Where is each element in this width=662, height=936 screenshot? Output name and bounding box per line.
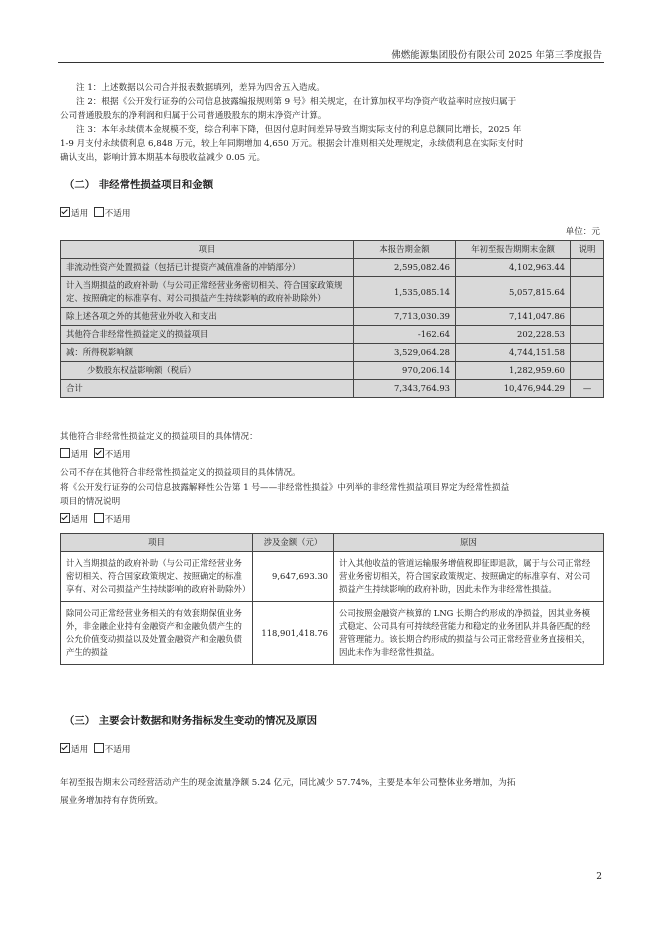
applicable-label: 适用: [71, 209, 89, 219]
applicable-label: 适用: [71, 745, 89, 755]
note-3-line-3: 确认支出，影响计算本期基本每股收益减少 0.05 元。: [60, 153, 266, 163]
not-applicable-checkbox[interactable]: [94, 513, 104, 523]
table-row: [61, 277, 604, 308]
not-applicable-checkbox[interactable]: [94, 207, 104, 217]
row-ytd: 202,228.53: [456, 326, 571, 344]
row-ytd: 5,057,815.64: [456, 277, 571, 308]
not-applicable-label: 不适用: [104, 515, 131, 525]
col-header-ytd: 年初至报告期期末金额: [456, 241, 571, 259]
col-header-item: 项目: [61, 534, 253, 552]
row-note: [571, 326, 604, 344]
col-header-current: 本报告期金额: [354, 241, 456, 259]
other-items-applicability: [60, 448, 602, 463]
row-item: 除上述各项之外的其他营业外收入和支出: [61, 308, 354, 326]
unit-label: 单位：元: [565, 227, 600, 237]
row-reason: 计入其他收益的管道运输服务增值税即征即退款，属于与公司正常经营业务密切相关，符合国家政策规定、按照确定的标准享有、对公司损益产生持续影响的政府补助，因此未作为非经常性损益。: [334, 552, 604, 602]
table-row: [61, 308, 604, 326]
section-2-applicability: [60, 207, 602, 222]
note-3-line-1: 注 3：本年永续债本金规模不变，综合利率下降，但因付息时间差异导致当期实际支付的利息总额同比增长，2025 年: [76, 125, 522, 135]
table-row: [61, 362, 604, 380]
note-2-line-2: 公司普通股股东的净利润和归属于公司普通股股东的期末净资产计算。: [60, 111, 327, 121]
row-amount: 9,647,693.30: [253, 552, 334, 602]
total-label: 合计: [61, 380, 354, 398]
row-current: -162.64: [354, 326, 456, 344]
section-3-title: （三） 主要会计数据和财务指标发生变动的情况及原因: [64, 715, 317, 727]
row-item: 计入当期损益的政府补助（与公司正常经营业务密切相关、符合国家政策规定、按照确定的标准享有、对公司损益产生持续影响的政府补助除外）: [61, 552, 253, 602]
row-reason: 公司按照金融资产核算的 LNG 长期合约形成的净损益，因其业务模式稳定、公司具有可持续经营能力和稳定的业务团队并具备匹配的经营管理能力。该长期合约形成的损益与公司正常经营业务直接相关，因此未作为非经常性损益。: [334, 602, 604, 665]
col-header-amount: 涉及金额（元）: [253, 534, 334, 552]
page-number: 2: [596, 872, 602, 882]
table-header-row: [61, 534, 604, 552]
header-divider: [58, 62, 604, 63]
table-row: [61, 552, 604, 602]
row-note: [571, 362, 604, 380]
row-current: 2,595,082.46: [354, 259, 456, 277]
row-amount: 118,901,418.76: [253, 602, 334, 665]
applicable-checkbox[interactable]: [60, 448, 70, 458]
not-applicable-label: 不适用: [104, 450, 131, 460]
row-current: 970,206.14: [354, 362, 456, 380]
other-items-title: 其他符合非经常性损益定义的损益项目的具体情况：: [60, 432, 258, 442]
note-2-line-1: 注 2：根据《公开发行证券的公司信息披露编报规则第 9 号》相关规定，在计算加权平均净资产收益率时应按归属于: [76, 97, 517, 107]
not-applicable-label: 不适用: [104, 209, 131, 219]
row-note: [571, 259, 604, 277]
applicable-checkbox[interactable]: [60, 743, 70, 753]
section-2-title: （二） 非经常性损益项目和金额: [64, 179, 214, 191]
row-current: 7,713,030.39: [354, 308, 456, 326]
total-current: 7,343,764.93: [354, 380, 456, 398]
table-row: [61, 259, 604, 277]
row-item: 计入当期损益的政府补助（与公司正常经营业务密切相关、符合国家政策规定、按照确定的标准享有、对公司损益产生持续影响的政府补助除外）: [61, 277, 354, 308]
row-note: [571, 277, 604, 308]
row-note: [571, 344, 604, 362]
row-current: 1,535,085.14: [354, 277, 456, 308]
table-total-row: [61, 380, 604, 398]
note-1: 注 1：上述数据以公司合并报表数据填列，差异为四舍五入造成。: [76, 83, 325, 93]
section-3-paragraph-line-1: 年初至报告期末公司经营活动产生的现金流量净额 5.24 亿元，同比减少 57.74%，主要是本年公司整体业务增加，为拓: [60, 778, 516, 788]
section-3-paragraph-line-2: 展业务增加持有存货所致。: [60, 796, 164, 806]
reclassified-items-table: [60, 533, 604, 665]
rule-description-line-2: 项目的情况说明: [60, 497, 121, 507]
not-applicable-checkbox[interactable]: [94, 448, 104, 458]
applicable-checkbox[interactable]: [60, 207, 70, 217]
report-header-title: 佛燃能源集团股份有限公司 2025 年第三季度报告: [391, 50, 602, 61]
row-ytd: 4,102,963.44: [456, 259, 571, 277]
applicable-label: 适用: [71, 450, 89, 460]
row-ytd: 4,744,151.58: [456, 344, 571, 362]
section-3-applicability: [60, 743, 602, 758]
row-item: 除同公司正常经营业务相关的有效套期保值业务外，非金融企业持有金融资产和金融负债产生的公允价值变动损益以及处置金融资产和金融负债产生的损益: [61, 602, 253, 665]
row-item: 其他符合非经常性损益定义的损益项目: [61, 326, 354, 344]
not-applicable-label: 不适用: [104, 745, 131, 755]
table-row: [61, 344, 604, 362]
table-header-row: [61, 241, 604, 259]
row-item: 减：所得税影响额: [61, 344, 354, 362]
col-header-reason: 原因: [334, 534, 604, 552]
non-recurring-table: [60, 240, 604, 398]
no-other-items-text: 公司不存在其他符合非经常性损益定义的损益项目的具体情况。: [60, 468, 301, 478]
row-ytd: 1,282,959.60: [456, 362, 571, 380]
row-note: [571, 308, 604, 326]
total-note: —: [571, 380, 604, 398]
not-applicable-checkbox[interactable]: [94, 743, 104, 753]
rule-applicability: [60, 513, 602, 528]
row-item: 非流动性资产处置损益（包括已计提资产减值准备的冲销部分）: [61, 259, 354, 277]
total-ytd: 10,476,944.29: [456, 380, 571, 398]
row-current: 3,529,064.28: [354, 344, 456, 362]
row-item: 少数股东权益影响额（税后）: [61, 362, 354, 380]
row-ytd: 7,141,047.86: [456, 308, 571, 326]
table-row: [61, 602, 604, 665]
col-header-item: 项目: [61, 241, 354, 259]
note-3-line-2: 1-9 月支付永续债利息 6,848 万元，较上年同期增加 4,650 万元。根据会计准则相关处理规定，永续债利息在实际支付时: [60, 139, 524, 149]
col-header-note: 说明: [571, 241, 604, 259]
rule-description-line-1: 将《公开发行证券的公司信息披露解释性公告第 1 号——非经常性损益》中列举的非经常性损益项目界定为经常性损益: [60, 483, 510, 493]
applicable-label: 适用: [71, 515, 89, 525]
table-row: [61, 326, 604, 344]
applicable-checkbox[interactable]: [60, 513, 70, 523]
